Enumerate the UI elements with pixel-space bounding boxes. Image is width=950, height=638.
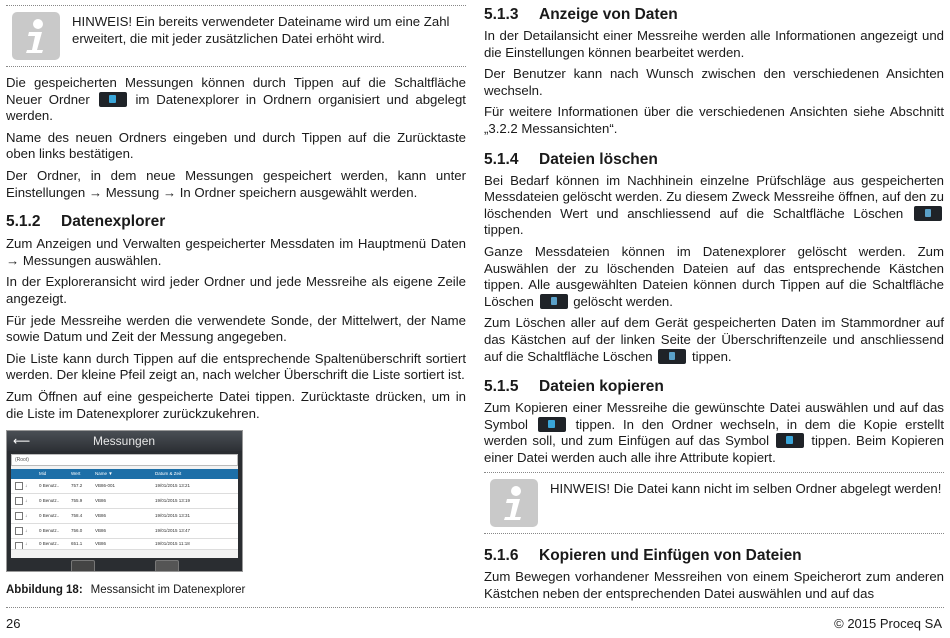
paragraph: In der Exploreransicht wird jeder Ordner und jede Messreihe als eigene Zeile angezeigt. [6, 274, 466, 306]
screenshot-search: (Root) [11, 454, 238, 466]
page-number: 26 [6, 616, 21, 631]
delete-icon [155, 560, 179, 573]
screenshot-title: Messungen [93, 434, 156, 448]
back-arrow-icon: ⟵ [13, 434, 31, 448]
section-heading: 5.1.3 Anzeige von Daten [484, 6, 678, 23]
paste-icon [776, 433, 804, 448]
screenshot-header [7, 431, 242, 451]
delete-icon [914, 206, 942, 221]
footer-divider [6, 607, 944, 608]
section-heading: 5.1.2 Datenexplorer [6, 213, 166, 231]
screenshot-footer [7, 558, 242, 572]
table-row: ↓ 0 Benutz.. 755.9 VB86 19/01/2015 13:19 [11, 494, 238, 509]
table-row: ↓ 0 Benutz.. 758.4 VB86 19/01/2015 13:31 [11, 509, 238, 524]
section-heading: 5.1.5 Dateien kopieren [484, 378, 664, 396]
section-heading: 5.1.6 Kopieren und Einfügen von Dateien [484, 547, 802, 565]
new-folder-icon [99, 92, 127, 107]
paragraph: Für jede Messreihe werden die verwendete Sonde, der Mittelwert, der Name sowie Datum und Zeit der Messung angegeben. [6, 312, 466, 345]
explorer-screenshot [6, 430, 243, 572]
table-row: ↓ 0 Benutz.. 757.2 VB86-001 19/01/2015 13:21 [11, 479, 238, 494]
note-box [6, 5, 466, 67]
paragraph: Zum Kopieren einer Messreihe die gewünschte Datei auswählen und auf das Symbol tippen. In den Ordner wechseln, in dem die Kopie erstellt werden soll, und zum Einfügen auf das Symbol tippen. Beim Kopieren einer Datei werden auch alle ihre Attribute kopiert. [484, 400, 945, 465]
paragraph: Zum Löschen aller auf dem Gerät gespeicherten Daten im Stammordner auf das Kästchen auf der linken Seite der Überschriftenzeile und anschliessend auf die Schaltfläche Löschen tippen. [484, 315, 944, 364]
section-heading: 5.1.4 Dateien löschen [484, 150, 658, 168]
info-icon [490, 479, 538, 527]
table-row: ↓ 0 Benutz.. 756.0 VB86 19/01/2015 13:47 [11, 524, 238, 539]
table-row: ↓ 0 Benutz.. 651.1 VB86 19/01/2015 11:18 [11, 539, 238, 550]
paragraph: Ganze Messdateien können im Datenexplorer gelöscht werden. Zum Auswählen der zu löschenden Dateien auf das entsprechende Kästchen tippen. Alle ausgewählten Dateien können durch Tippen auf die Schaltfläche Löschen gelöscht werden. [484, 243, 944, 309]
paragraph: Bei Bedarf können im Nachhinein einzelne Prüfschläge aus gespeicherten Messdateien gelöscht werden. Zu diesem Zweck Messreihe öffnen, auf den zu löschenden Wert und anschliessend auf die Schaltfläche Löschen tippen. [484, 172, 944, 238]
note-text: HINWEIS! Die Datei kann nicht im selben Ordner abgelegt werden! [550, 481, 942, 497]
copy-icon [538, 417, 566, 432]
note-box [484, 472, 944, 534]
paragraph: Die gespeicherten Messungen können durch Tippen auf die Schaltfläche Neuer Ordner im Datenexplorer in Ordnern organisiert und abgelegt werden. [6, 75, 466, 124]
note-text: HINWEIS! Ein bereits verwendeter Dateiname wird um eine Zahl erweitert, die mit jeder zusätzlichen Datei erhöht wird. [72, 14, 450, 46]
paragraph: Der Ordner, in dem neue Messungen gespeichert werden, kann unter Einstellungen → Messung → In Ordner speichern ausgewählt werden. [6, 167, 466, 200]
paragraph: Zum Anzeigen und Verwalten gespeicherter Messdaten im Hauptmenü Daten → Messungen auswählen. [6, 236, 466, 268]
paragraph: Name des neuen Ordners eingeben und durch Tippen auf die Zurücktaste oben links bestätigen. [6, 129, 466, 162]
screenshot-body [11, 454, 238, 558]
figure-caption: Abbildung 18: Messansicht im Datenexplorer [6, 584, 246, 596]
paragraph: Zum Bewegen vorhandener Messreihen von einem Speicherort zum anderen Kästchen neben der entsprechenden Datei auswählen und auf das [484, 569, 944, 602]
screenshot-table-header: Mid Wert Name ▼ Datum & Zeit [11, 469, 238, 479]
delete-icon [658, 349, 686, 364]
copyright: © 2015 Proceq SA [834, 616, 942, 631]
new-folder-icon [71, 560, 95, 573]
paragraph: In der Detailansicht einer Messreihe werden alle Informationen angezeigt und die Einstellungen können bearbeitet werden. [484, 28, 944, 60]
paragraph: Die Liste kann durch Tippen auf die entsprechende Spaltenüberschrift sortiert werden. Der kleine Pfeil zeigt an, nach welcher Überschrift die Liste sortiert ist. [6, 350, 466, 383]
paragraph: Für weitere Informationen über die verschiedenen Ansichten siehe Abschnitt „3.2.2 Messansichten“. [484, 104, 944, 136]
paragraph: Zum Öffnen auf eine gespeicherte Datei tippen. Zurücktaste drücken, um in die Liste im Datenexplorer zurückzukehren. [6, 388, 466, 421]
left-column [6, 0, 466, 427]
delete-icon [540, 294, 568, 309]
paragraph: Der Benutzer kann nach Wunsch zwischen den verschiedenen Ansichten wechseln. [484, 66, 944, 98]
info-icon [12, 12, 60, 60]
right-column [484, 0, 944, 608]
